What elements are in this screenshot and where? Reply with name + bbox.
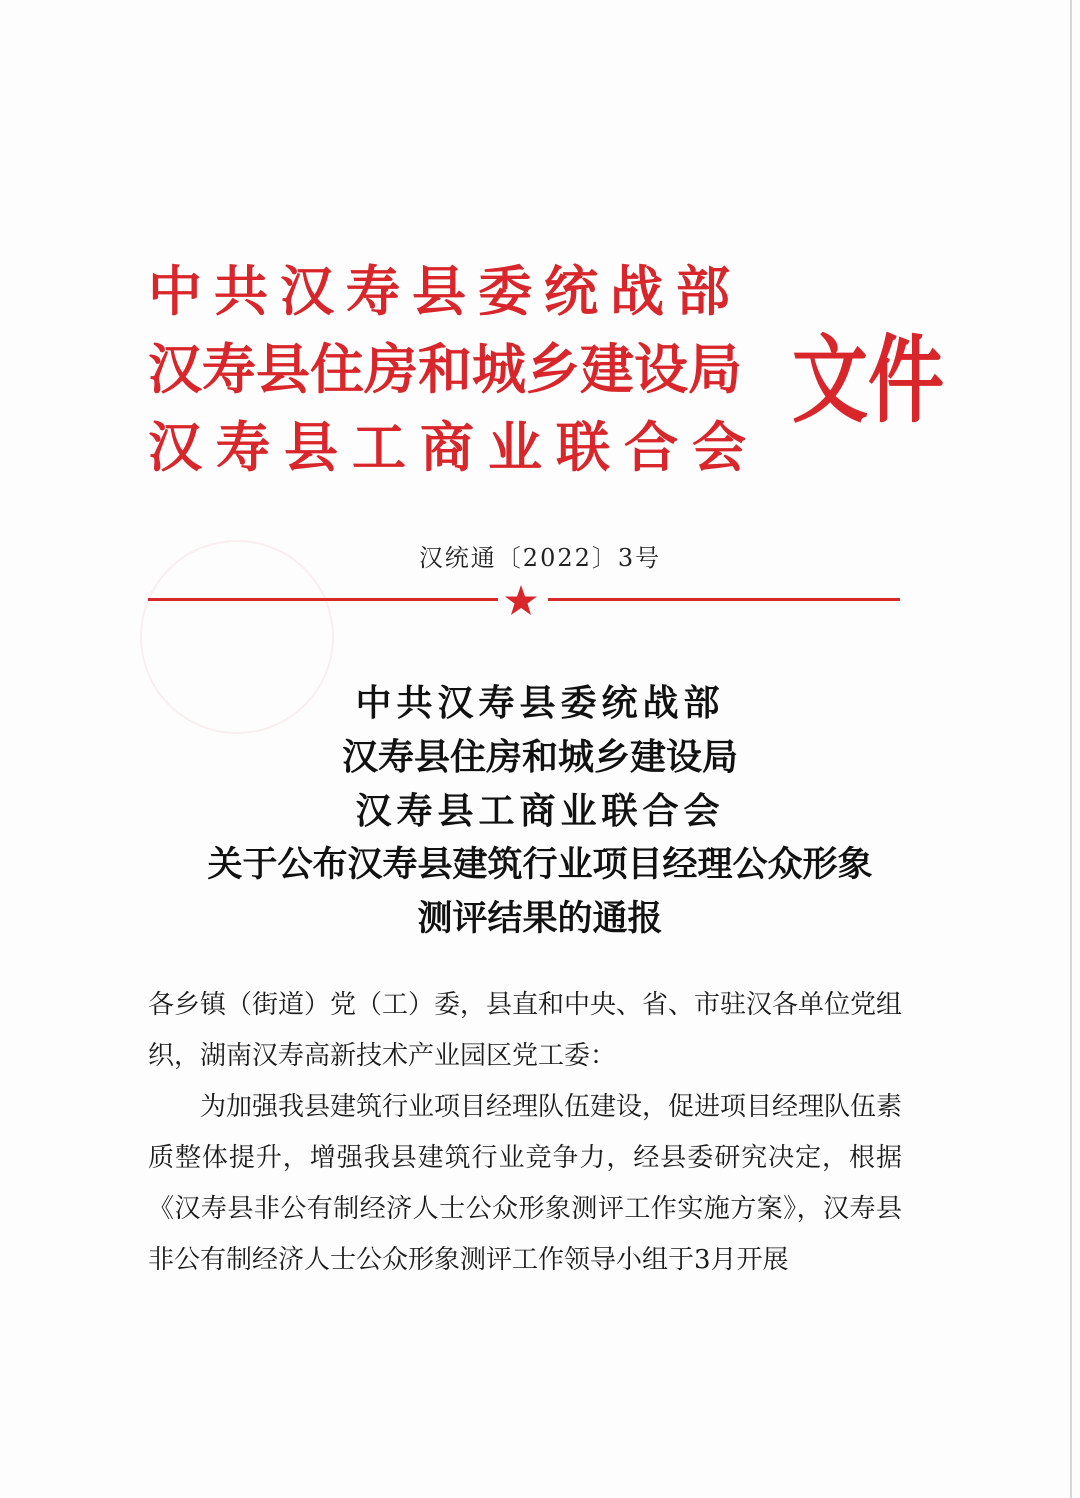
red-separator-left xyxy=(148,598,498,601)
masthead-issuer-2: 汉寿县住房和城乡建设局 xyxy=(148,337,742,401)
masthead-issuer-1: 中共汉寿县委统战部 xyxy=(148,259,742,323)
masthead-issuers xyxy=(148,252,778,486)
title-issuer-3: 汉寿县工商业联合会 xyxy=(355,790,725,832)
document-number: 汉统通〔2022〕3号 xyxy=(418,544,662,572)
masthead-doc-type: 文件 xyxy=(792,324,944,436)
body-paragraph-1: 为加强我县建筑行业项目经理队伍建设，促进项目经理队伍素质整体提升，增强我县建筑行业竞争力，经县委研究决定，根据《汉寿县非公有制经济人士公众形象测评工作实施方案》，汉寿县非公有制经济人士公众形象测评工作领导小组于3月开展 xyxy=(148,1092,903,1275)
document-title xyxy=(0,676,1080,946)
title-issuer-1: 中共汉寿县委统战部 xyxy=(355,682,725,724)
title-subject-line-2: 测评结果的通报 xyxy=(417,898,663,939)
title-issuer-2: 汉寿县住房和城乡建设局 xyxy=(341,736,738,778)
red-separator-right xyxy=(548,598,900,601)
red-star-icon xyxy=(504,584,538,618)
masthead-issuer-3: 汉寿县工商业联合会 xyxy=(148,415,760,479)
title-subject-line-1: 关于公布汉寿县建筑行业项目经理公众形象 xyxy=(207,844,873,885)
document-body xyxy=(148,980,902,1286)
addressee-paragraph: 各乡镇（街道）党（工）委，县直和中央、省、市驻汉各单位党组织，湖南汉寿高新技术产业园区党工委： xyxy=(148,990,903,1071)
